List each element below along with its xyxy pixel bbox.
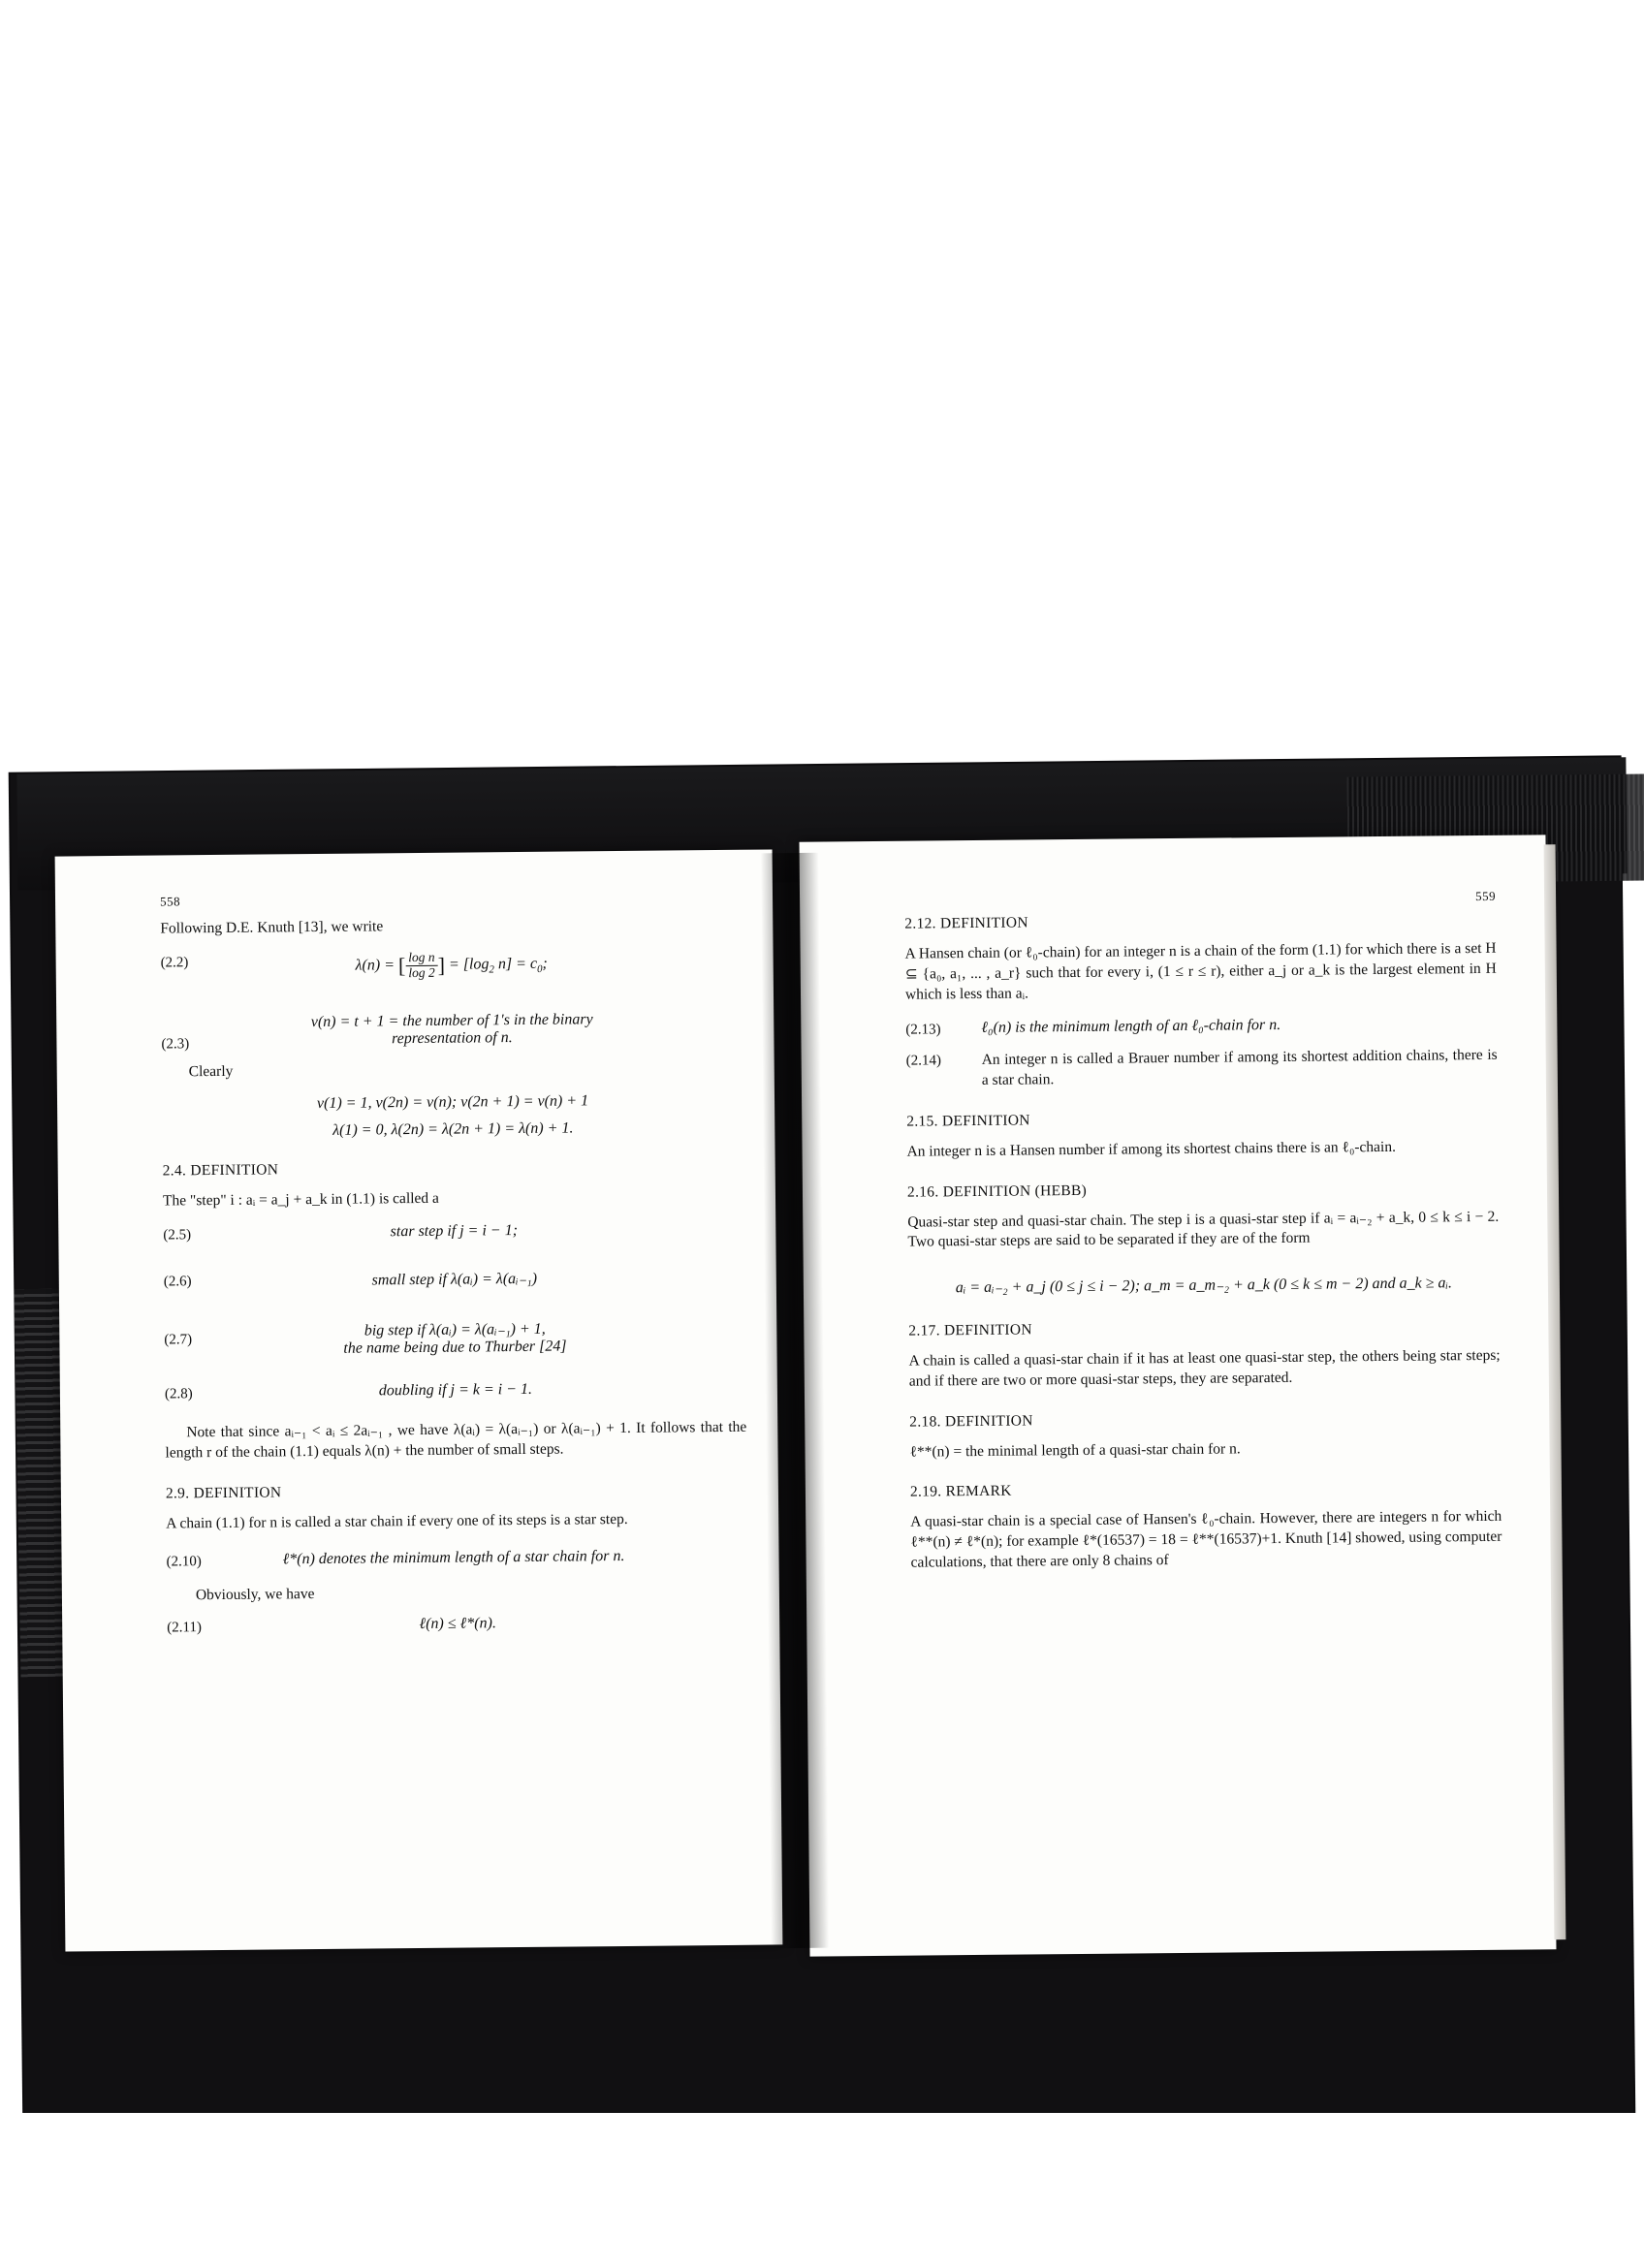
equation-2-10-row [166, 1546, 747, 1573]
definition-2-16-text: Quasi-star step and quasi-star chain. The step i is a quasi-star step if aᵢ = aᵢ₋₂ + a_k, 0 ≤ k ≤ i − 2. Two quasi-star steps are said to be separated if they are of the form [907, 1208, 1500, 1251]
left-page-content [160, 889, 748, 1653]
equation-2-13-body: ℓ₀(n) is the minimum length of an ℓ₀-chain for n. [981, 1017, 1281, 1037]
equation-2-7-row [164, 1317, 745, 1360]
equation-2-13-row [905, 1015, 1497, 1042]
equation-2-10-body: ℓ*(n) denotes the minimum length of a star chain for n. [282, 1547, 625, 1567]
step-definition-line: The "step" i : aᵢ = a_j + a_k in (1.1) is called a [162, 1190, 439, 1210]
equation-2-8-tag: (2.8) [164, 1386, 193, 1402]
equation-2-2-tag: (2.2) [160, 955, 189, 971]
display-equation-2: λ(1) = 0, λ(2n) = λ(2n + 1) = λ(n) + 1. [332, 1119, 574, 1140]
page-number-left: 558 [159, 894, 181, 909]
definition-2-9-text: A chain (1.1) for n is called a star chain if every one of its steps is a star step. [166, 1510, 628, 1532]
definition-2-18-text: ℓ**(n) = the minimal length of a quasi-star chain for n. [909, 1440, 1241, 1461]
equation-2-5-tag: (2.5) [163, 1227, 192, 1244]
definition-2-9-heading: 2.9. DEFINITION [165, 1484, 282, 1502]
display-equation-1: ν(1) = 1, ν(2n) = ν(n); ν(2n + 1) = ν(n) + 1 [316, 1092, 589, 1113]
equation-2-14-row [906, 1046, 1498, 1091]
intro-paragraph: Following D.E. Knuth [13], we write [160, 918, 384, 937]
equation-2-7-line2: the name being due to Thurber [24] [343, 1338, 567, 1357]
definition-2-15-heading: 2.15. DEFINITION [906, 1112, 1030, 1130]
definition-2-18-heading: 2.18. DEFINITION [909, 1412, 1033, 1431]
remark-2-19-text: A quasi-star chain is a special case of Hansen's ℓ₀-chain. However, there are integers n for which ℓ**(n) ≠ ℓ*(n); for example ℓ*(16537) = 18 = ℓ**(16537)+1. Knuth [14] showed, using computer calculations, that there are only 8 chains of [910, 1508, 1502, 1571]
equation-2-14-tag: (2.14) [905, 1053, 942, 1069]
equation-2-8-row [165, 1379, 746, 1406]
left-page-sheet [55, 849, 783, 1951]
equation-2-3-row [161, 1010, 743, 1051]
equation-2-13-tag: (2.13) [905, 1022, 941, 1038]
obviously-label: Obviously, we have [195, 1585, 315, 1603]
equation-2-14-body: An integer n is called a Brauer number if among its shortest addition chains, there is a star chain. [981, 1047, 1498, 1088]
definition-2-12-heading: 2.12. DEFINITION [904, 914, 1028, 932]
equation-2-5-body: star step if j = i − 1; [390, 1222, 519, 1241]
equation-2-2-row [161, 948, 743, 983]
equation-2-5-row [163, 1220, 744, 1247]
equation-2-6-row [164, 1267, 745, 1294]
equation-2-6-body: small step if λ(aᵢ) = λ(aᵢ₋₁) [371, 1271, 538, 1289]
equation-2-11-body: ℓ(n) ≤ ℓ*(n). [419, 1614, 496, 1632]
book-gutter-shadow [761, 853, 830, 1949]
scan-bottom-white-band [0, 2113, 1644, 2268]
equation-2-3-tag: (2.3) [161, 1036, 190, 1053]
right-page-sheet [799, 835, 1556, 1956]
definition-2-17-text: A chain is called a quasi-star chain if it has at least one quasi-star step, the others being star steps; and if there are two or more quasi-star steps, they are separated. [908, 1346, 1501, 1390]
note-paragraph: Note that since aᵢ₋₁ < aᵢ ≤ 2aᵢ₋₁ , we have λ(aᵢ) = λ(aᵢ₋₁) or λ(aᵢ₋₁) + 1. It follows that the length r of the chain (1.1) equals λ(n) + the number of small steps. [165, 1418, 747, 1462]
equation-2-6-tag: (2.6) [163, 1274, 192, 1290]
page-number-right: 559 [1474, 888, 1497, 904]
clearly-label: Clearly [188, 1063, 234, 1081]
equation-2-10-tag: (2.10) [166, 1553, 202, 1570]
equation-2-11-tag: (2.11) [167, 1619, 202, 1636]
equation-2-7-tag: (2.7) [164, 1332, 193, 1348]
left-page-edge-texture [15, 1289, 66, 1678]
equation-2-11-row [167, 1612, 748, 1639]
definition-2-4-heading: 2.4. DEFINITION [162, 1161, 279, 1180]
equation-2-3-line2: representation of n. [392, 1029, 513, 1048]
definition-2-16-heading: 2.16. DEFINITION (HEBB) [906, 1181, 1088, 1201]
equation-2-7-line1: big step if λ(aᵢ) = λ(aᵢ₋₁) + 1, [364, 1320, 546, 1339]
equation-2-2-body: λ(n) = [ $\frac{\text{log n}}{\log 2}$ ] = [$\log_2$ $n] = c_0$; [355, 949, 548, 980]
equation-2-8-body: doubling if j = k = i − 1. [378, 1381, 533, 1400]
remark-2-19-heading: 2.19. REMARK [909, 1483, 1012, 1501]
definition-2-16-equation: aᵢ = aᵢ₋₂ + a_j (0 ≤ j ≤ i − 2); a_m = a_m₋₂ + a_k (0 ≤ k ≤ m − 2) and a_k ≥ aᵢ. [955, 1275, 1453, 1297]
equation-2-3-line1: ν(n) = t + 1 = the number of 1's in the binary [310, 1011, 593, 1031]
right-page-content [904, 889, 1502, 1583]
definition-2-12-text: A Hansen chain (or ℓ₀-chain) for an integer n is a chain of the form (1.1) for which there is a set H ⊆ {a₀, a₁, ... , a_r} such that for every i, (1 ≤ r ≤ r), either a_j or a_k is the largest element in H which is less than aᵢ. [904, 939, 1497, 1003]
definition-2-15-text: An integer n is a Hansen number if among its shortest chains there is an ℓ₀-chain. [906, 1138, 1397, 1160]
definition-2-17-heading: 2.17. DEFINITION [908, 1321, 1032, 1339]
